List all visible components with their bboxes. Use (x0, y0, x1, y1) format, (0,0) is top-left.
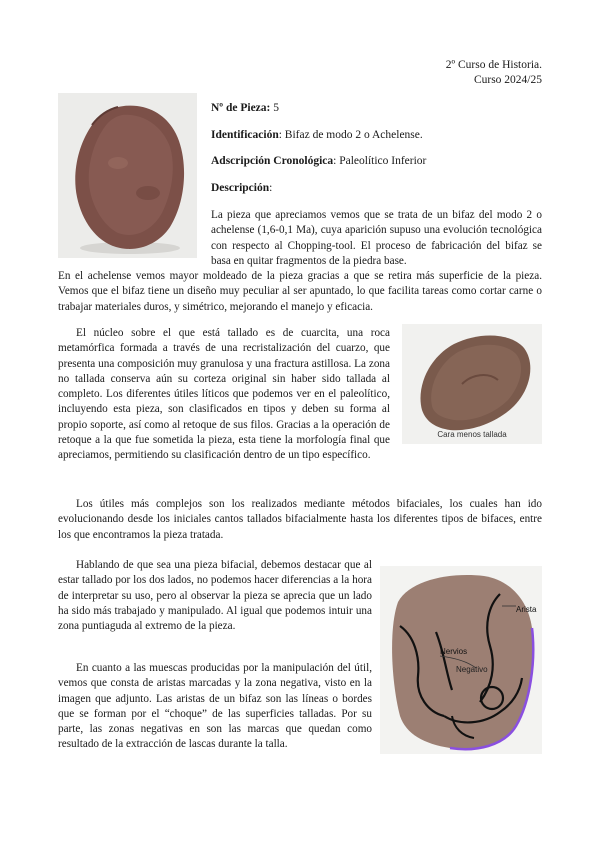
year-line: Curso 2024/25 (473, 74, 542, 86)
chronology-value: : Paleolítico Inferior (333, 155, 427, 167)
identification-label: Identificación (211, 129, 279, 141)
description-field (211, 181, 272, 196)
course-header (446, 58, 542, 88)
piece-number-value: 5 (270, 102, 279, 114)
course-line: 2º Curso de Historia. (445, 59, 542, 71)
paragraph-notches: En cuanto a las muescas producidas por la manipulación del útil, vemos que consta de aristas marcadas y la zona negativa, visto en la imagen que adjunto. Las aristas de un bifaz son las líneas o bordes que se forman por el “choque” de las superficies talladas. Por su parte, las zonas negativas en son las marcas que quedan como resultado de la extracción de lascas durante la talla. (58, 662, 372, 751)
biface-diagram-illustration (380, 566, 542, 754)
identification-value: : Bifaz de modo 2 o Achelense. (278, 129, 423, 141)
piece-number-label: Nº de Pieza: (211, 102, 271, 114)
paragraph-bifacial-methods: Los útiles más complejos son los realizados mediante métodos bifaciales, los cuales han ido evolucionando desde los iniciales cantos tallados bifacialmente hasta los diferentes tipos de bifaces, entre los que encontramos la pieza tratada. (58, 498, 542, 541)
biface-front-illustration (58, 93, 197, 258)
paragraph-bifacial-use: Hablando de que sea una pieza bifacial, debemos destacar que al estar tallado por los dos lados, no podemos hacer diferencias a la hora de interpretar su uso, pero al observar la pieza se aprecia que un lado ha sido más trabajado y manipulado. Al igual que podemos intuir una zona puntiaguda al extremo de la pieza. (58, 559, 372, 633)
photo-back-caption: Cara menos tallada (437, 430, 507, 439)
biface-back-illustration (402, 324, 542, 444)
piece-number-field (211, 101, 279, 116)
paragraph-intro-continued: En el achelense vemos mayor moldeado de la pieza gracias a que se retira más superficie de la pieza. Vemos que el bifaz tiene un diseño muy peculiar al ser apuntado, lo que facilita tareas como cortar carne o trabajar materiales duros, y simétrico, mejorando el manejo y eficacia. (58, 270, 542, 313)
description-label: Descripción (211, 182, 270, 194)
paragraph-intro: La pieza que apreciamos vemos que se trata de un bifaz del modo 2 o achelense (1,6-0,1 Ma), cuya aparición supuso una evolución tecnológica con respecto al Chopping-tool. El proceso de fabricación del bifaz se basa en quitar fragmentos de la piedra base. (211, 209, 542, 267)
diagram-label-negativo: Negativo (456, 665, 488, 674)
paragraph-material: El núcleo sobre el que está tallado es de cuarcita, una roca metamórfica formada a través de una recristalización del cuarzo, que presenta una composición muy granulosa y una fractura astillosa. La zona no tallada conserva aún su corteza original sin haber sido tallada al completo. Los diferentes útiles líticos que podemos ver en el paleolítico, incluyendo esta pieza, son clasificados en tipos y deben su forma al propio soporte, así como al retoque de sus filos. Gracias a la operación de retoque a la que fue sometida la pieza, esta tiene la morfología final que apreciamos, permitiendo su clasificación dentro de un tipo específico. (58, 327, 390, 462)
identification-field (211, 128, 423, 143)
biface-annotated-diagram (380, 566, 542, 754)
biface-photo-front (58, 93, 197, 258)
biface-photo-back (402, 324, 542, 444)
chronology-field (211, 154, 426, 169)
diagram-label-arista: Arista (516, 605, 537, 614)
description-colon: : (269, 182, 273, 194)
diagram-label-nervios: Nervios (440, 647, 468, 656)
chronology-label: Adscripción Cronológica (211, 155, 334, 167)
